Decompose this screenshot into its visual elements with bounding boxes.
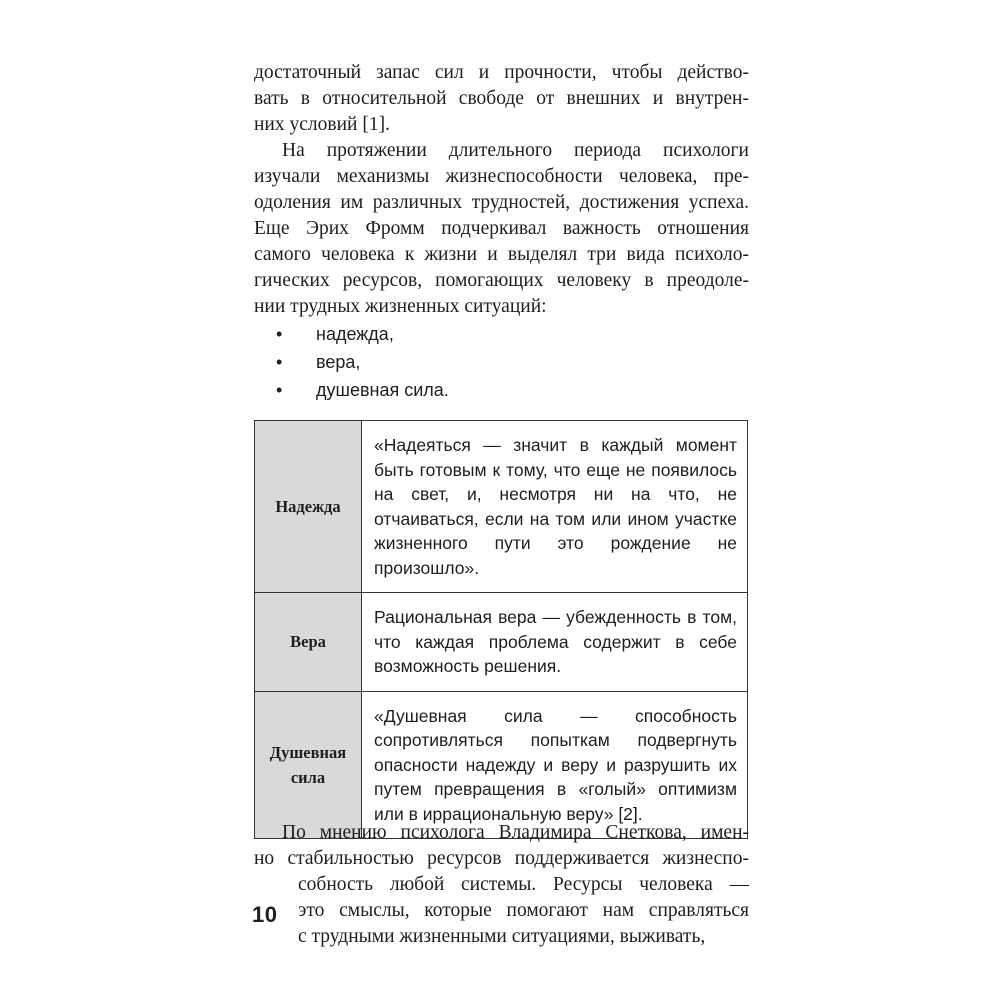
text-line: но стабильностью ресурсов поддерживается жизнеспо- [254,848,749,869]
list-item [276,320,449,348]
term-cell: Вера [255,593,362,692]
table-row [255,691,748,839]
text-line: вать в относительной свободе от внешних и внутрен- [254,88,749,109]
table-row [255,593,748,692]
term-cell: Душевная сила [255,691,362,839]
list-item-label: вера, [316,352,361,372]
text-line: это смыслы, которые помогают нам справляться [298,900,749,921]
bullet-icon: • [276,380,283,400]
text-line: На протяжении длительного периода психологи [282,140,749,161]
term-cell: Надежда [255,421,362,593]
definition-cell: «Надеяться — значит в каждый момент быть готовым к тому, что еще не появилось на свет, и, несмотря ни на что, не отчаиваться, если на том или ином участке жизненного пути это рождение не произошло». [362,421,748,593]
resource-list [276,320,449,404]
text-line: изучали механизмы жизнеспособности человека, пре- [254,166,749,187]
text-line: одоления им различных трудностей, достижения успеха. [254,192,749,213]
page-number: 10 [252,902,278,927]
table-row [255,421,748,593]
list-item [276,348,449,376]
text-line: с трудными жизненными ситуациями, выживать, [298,926,706,947]
bullet-icon: • [276,352,283,372]
text-line: гических ресурсов, помогающих человеку в преодоле- [254,270,749,291]
text-line: собность любой системы. Ресурсы человека — [298,874,749,895]
resources-table [254,420,748,839]
text-line: По мнению психолога Владимира Снеткова, имен- [282,822,749,843]
list-item-label: надежда, [316,324,394,344]
text-line: них условий [1]. [254,114,390,135]
definition-cell: Рациональная вера — убежденность в том, что каждая проблема содержит в себе возможность решения. [362,593,748,692]
text-line: Еще Эрих Фромм подчеркивал важность отношения [254,218,749,239]
list-item [276,376,449,404]
bullet-icon: • [276,324,283,344]
text-line: достаточный запас сил и прочности, чтобы действо- [254,62,749,83]
text-line: нии трудных жизненных ситуаций: [254,296,547,317]
text-line: самого человека к жизни и выделял три вида психоло- [254,244,749,265]
definition-cell: «Душевная сила — способность сопротивляться попыткам подвергнуть опасности надежду и веру и разрушить их путем превращения в «голый» оптимизм или в иррациональную веру» [2]. [362,691,748,839]
list-item-label: душевная сила. [316,380,449,400]
